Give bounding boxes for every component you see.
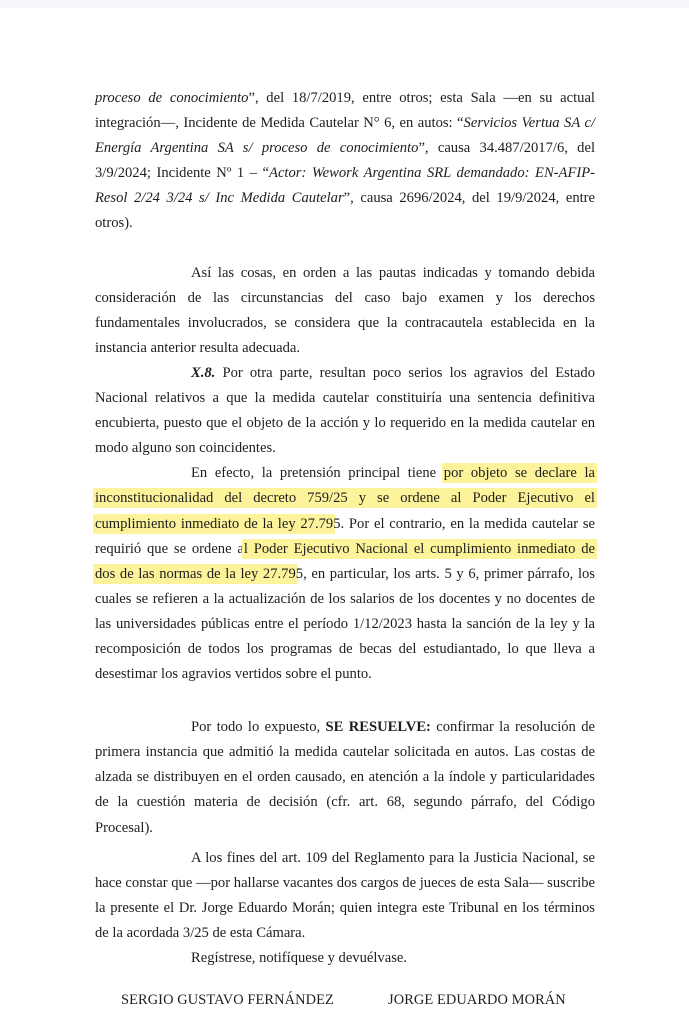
section-number: X.8. [191, 364, 216, 381]
paragraph-citations [95, 86, 595, 237]
text: confirmar la resolución de primera instancia que admitió la medida cautelar solicitada en autos. Las costas de alzada se distribuyen en el orden causado, en atención a la índole y particularidades de la cuestión materia de decisión (cfr. art. 68, segundo párrafo, del Código Procesal). [95, 719, 595, 836]
highlighted-text: por objeto se declare la inconstitucionalidad del decreto 759/25 y se ordene al Poder Ejecutivo el cumplimiento inmediato de la ley 27.79 [95, 465, 595, 532]
text-italic: Servicios Vertua SA c/ Energía Argentina SA s/ proceso de conocimiento [95, 115, 596, 157]
text: A los fines del art. 109 del Reglamento para la Justicia Nacional, se hace constar que —por hallarse vacantes dos cargos de jueces de esta Sala— suscribe la presente el Dr. Jorge Eduardo Morán; quien integra este Tribunal en los términos de la acordada 3/25 de esta Cámara. [95, 849, 595, 941]
paragraph-contracautela [95, 261, 595, 361]
text: ”, causa 2696/2024, del 19/9/2024, entre otros). [95, 190, 596, 232]
text: En efecto, la pretensión principal tiene [191, 465, 444, 482]
document-page [95, 86, 595, 971]
text: 5. Por el contrario, en la medida cautelar se requirió que se ordene a [95, 515, 595, 557]
text: Por todo lo expuesto, [191, 719, 326, 736]
text: Así las cosas, en orden a las pautas indicadas y tomando debida consideración de las circunstancias del caso bajo examen y los derechos fundamentales involucrados, se considera que la contracautela establecida en la instancia anterior resulta adecuada. [95, 264, 595, 356]
paragraph-section-x8 [95, 361, 595, 461]
paragraph-en-efecto [95, 461, 595, 687]
resolution-keyword: SE RESUELVE: [325, 719, 431, 736]
text: 5, en particular, los arts. 5 y 6, primer párrafo, los cuales se refieren a la actualización de los salarios de los docentes y no docentes de las universidades públicas entre el período 1/12/2023 hasta la sanción de la ley y la recomposición de todos los programas de becas del estudiantado, lo que lleva a desestimar los agravios vertidos sobre el punto. [95, 565, 595, 683]
paragraph-art-109 [95, 846, 595, 946]
highlighted-text: l Poder Ejecutivo Nacional el cumplimiento inmediato de dos de las normas de la ley 27.79 [95, 540, 595, 582]
paragraph-resolucion [95, 715, 595, 840]
text-italic: Actor: Wework Argentina SRL demandado: EN-AFIP-Resol 2/24 3/24 s/ Inc Medida Cautelar [95, 165, 595, 207]
text: ”, causa 34.487/2017/6, del 3/9/2024; Incidente Nº 1 – “ [95, 140, 596, 182]
text: Regístrese, notifíquese y devuélvase. [191, 950, 408, 966]
text: ”, del 18/7/2019, entre otros; esta Sala —en su actual integración—, Incidente de Medida Cautelar N° 6, en autos: “ [95, 90, 595, 132]
text: Por otra parte, resultan poco serios los agravios del Estado Nacional relativos a que la medida cautelar constituiría una sentencia definitiva encubierta, puesto que el objeto de la acción y lo requerido en la medida cautelar en modo alguno son coincidentes. [95, 364, 595, 457]
signature-name: SERGIO GUSTAVO FERNÁNDEZ [121, 992, 334, 1008]
top-status-strip [0, 0, 689, 8]
paragraph-registrese [95, 946, 595, 971]
text-italic: proceso de conocimiento [95, 90, 249, 106]
signature-name: JORGE EDUARDO MORÁN [388, 992, 566, 1008]
